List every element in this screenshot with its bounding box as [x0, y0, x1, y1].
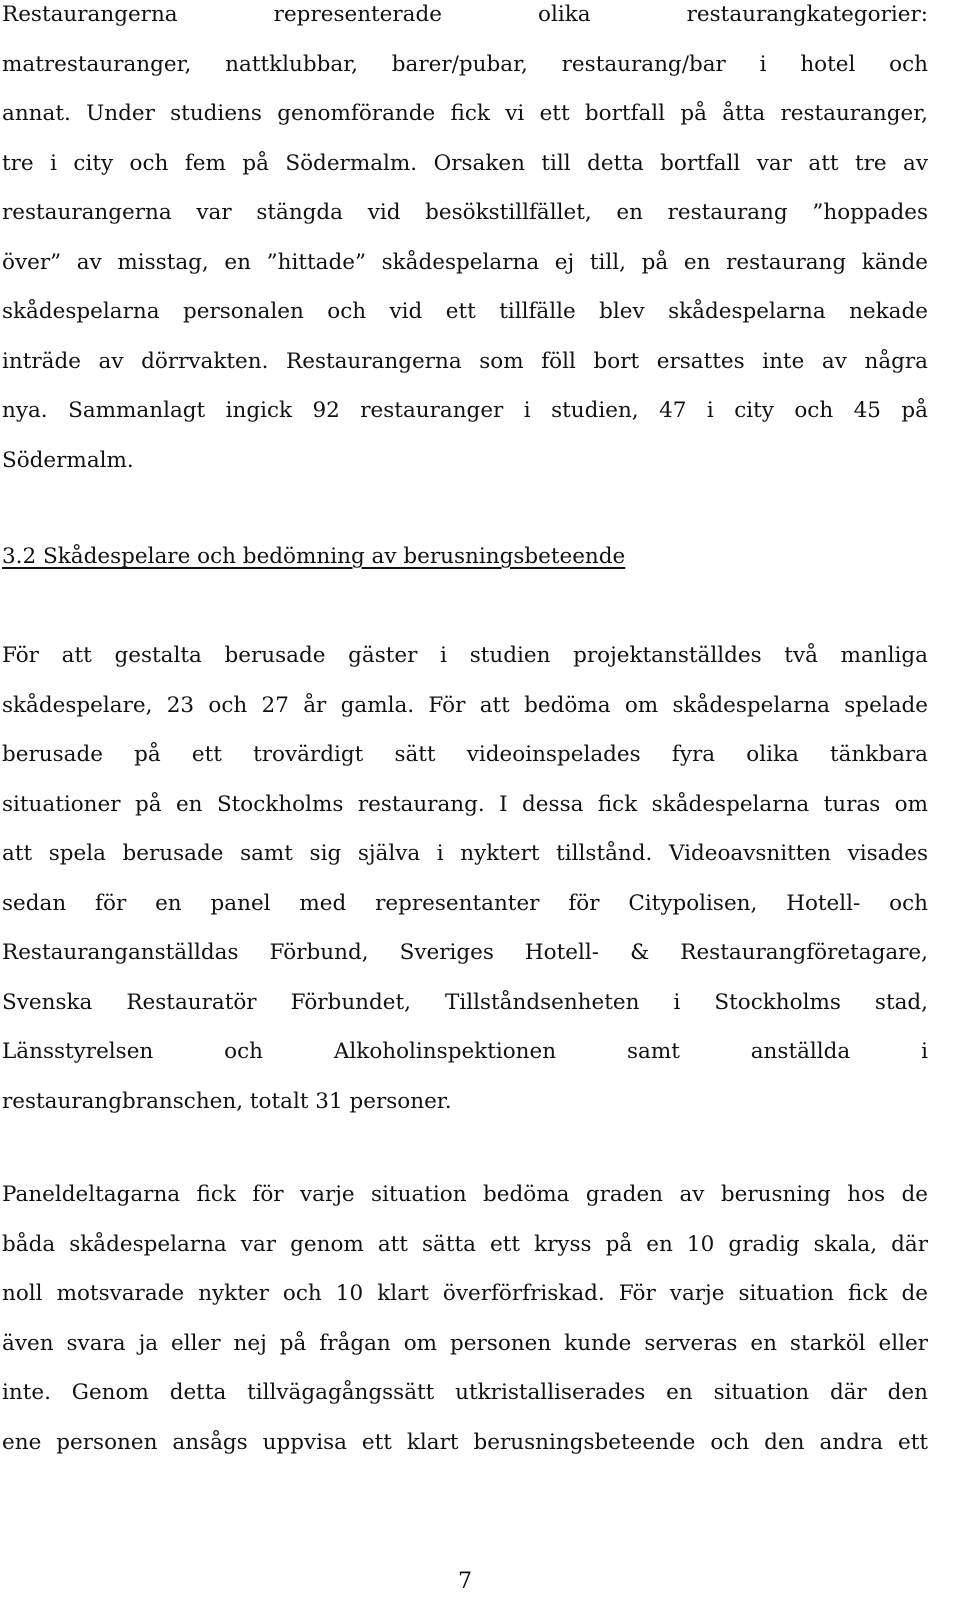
text-line: att spela berusade samt sig själva i nyktert tillstånd. Videoavsnitten visades [2, 841, 928, 866]
text-line: nya. Sammanlagt ingick 92 restauranger i studien, 47 i city och 45 på [2, 398, 928, 423]
text-line: Svenska Restauratör Förbundet, Tillståndsenheten i Stockholms stad, [2, 989, 928, 1015]
text-line: restaurangbranschen, totalt 31 personer. [2, 1088, 452, 1114]
section-heading: 3.2 Skådespelare och bedömning av berusningsbeteende [2, 544, 626, 569]
page-number: 7 [458, 1569, 472, 1594]
text-line: Paneldeltagarna fick för varje situation bedöma graden av berusning hos de [2, 1182, 928, 1207]
text-line: tre i city och fem på Södermalm. Orsaken till detta bortfall var att tre av [2, 150, 928, 176]
text-line: restaurangerna var stängda vid besökstillfället, en restaurang ”hoppades [2, 200, 928, 225]
text-line: skådespelare, 23 och 27 år gamla. För att bedöma om skådespelarna spelade [2, 692, 928, 718]
text-line: sedan för en panel med representanter för Citypolisen, Hotell- och [2, 890, 928, 916]
text-line: Södermalm. [2, 447, 134, 473]
paragraph-actors-assessment [2, 631, 928, 1126]
text-line: inte. Genom detta tillvägagångssätt utkristalliserades en situation där den [2, 1380, 928, 1405]
text-line: Restauranganställdas Förbund, Sveriges Hotell- & Restaurangföretagare, [2, 940, 928, 965]
text-line: noll motsvarade nykter och 10 klart överförfriskad. För varje situation fick de [2, 1281, 928, 1306]
text-line: Restaurangerna representerade olika restaurangkategorier: [2, 2, 928, 27]
text-line: Länsstyrelsen och Alkoholinspektionen samt anställda i [2, 1039, 928, 1064]
text-line: berusade på ett trovärdigt sätt videoinspelades fyra olika tänkbara [2, 742, 928, 767]
paragraph-panel-rating [2, 1170, 928, 1467]
text-line: båda skådespelarna var genom att sätta ett kryss på en 10 gradig skala, där [2, 1231, 928, 1257]
text-line: över” av misstag, en ”hittade” skådespelarna ej till, på en restaurang kände [2, 249, 928, 275]
text-line: inträde av dörrvakten. Restaurangerna som föll bort ersattes inte av några [2, 348, 928, 374]
text-line: även svara ja eller nej på frågan om personen kunde serveras en starköl eller [2, 1330, 928, 1356]
text-line: matrestauranger, nattklubbar, barer/pubar, restaurang/bar i hotel och [2, 51, 928, 77]
paragraph-restaurant-categories [2, 0, 928, 485]
text-line: skådespelarna personalen och vid ett tillfälle blev skådespelarna nekade [2, 299, 928, 324]
text-line: ene personen ansågs uppvisa ett klart berusningsbeteende och den andra ett [2, 1429, 928, 1455]
text-line: annat. Under studiens genomförande fick vi ett bortfall på åtta restauranger, [2, 101, 928, 126]
text-line: situationer på en Stockholms restaurang. I dessa fick skådespelarna turas om [2, 791, 928, 817]
text-line: För att gestalta berusade gäster i studien projektanställdes två manliga [2, 643, 928, 668]
